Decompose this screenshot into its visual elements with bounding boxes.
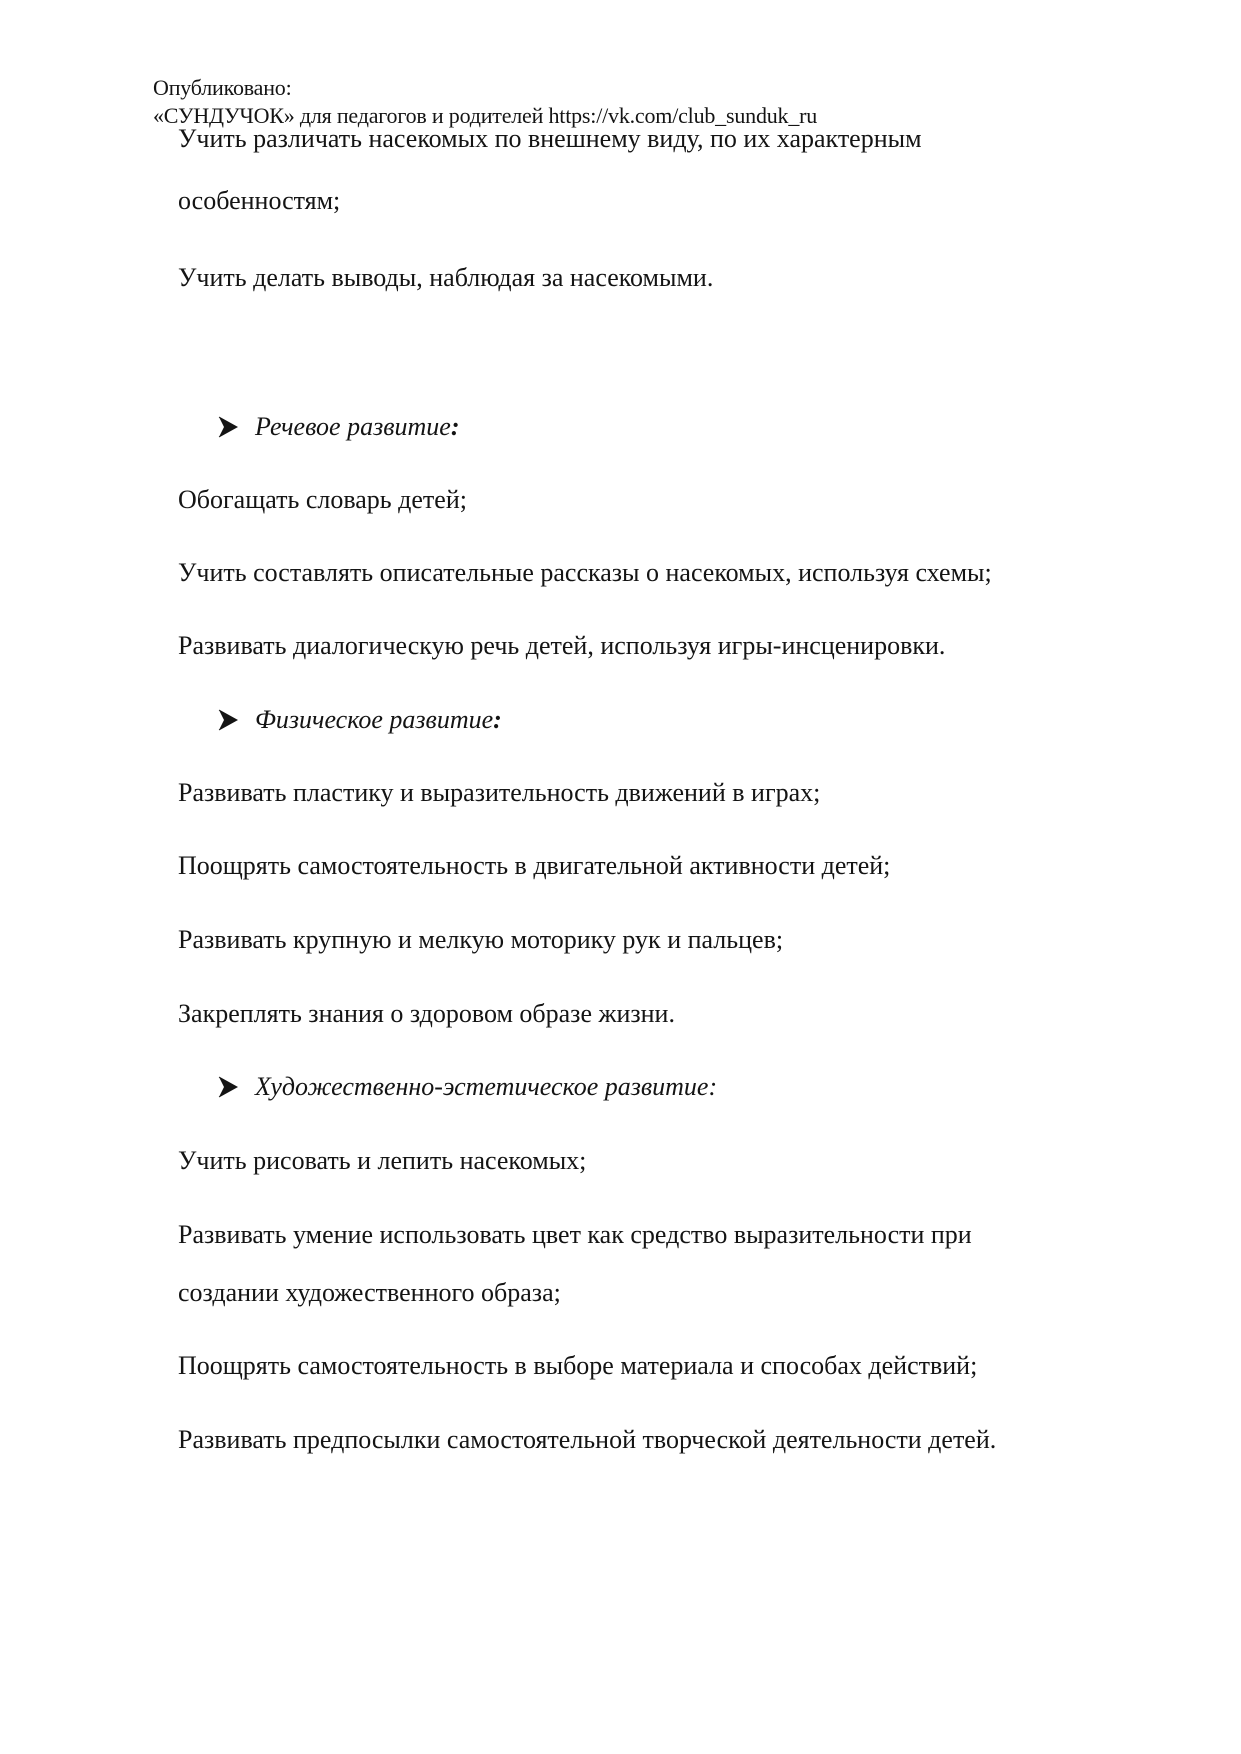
- list-item: создании художественного образа;: [178, 1278, 561, 1307]
- header-source-line: «СУНДУЧОК» для педагогов и родителей https://vk.com/club_sunduk_ru: [153, 103, 818, 128]
- paragraph: Учить различать насекомых по внешнему виду, по их характерным: [178, 124, 922, 153]
- list-item: Учить рисовать и лепить насекомых;: [178, 1146, 587, 1175]
- header-published-label: Опубликовано:: [153, 75, 292, 100]
- section-heading-speech: [218, 411, 459, 443]
- list-item: Развивать пластику и выразительность движений в играх;: [178, 778, 821, 807]
- section-heading-physical: [218, 704, 502, 736]
- list-item: Развивать предпосылки самостоятельной творческой деятельности детей.: [178, 1425, 997, 1454]
- section-heading-colon: :: [450, 412, 460, 441]
- section-heading-text: Художественно-эстетическое развитие:: [255, 1072, 718, 1101]
- list-item: Развивать умение использовать цвет как средство выразительности при: [178, 1220, 972, 1249]
- publication-header: [153, 74, 817, 130]
- section-heading-text: Речевое развитие: [255, 412, 451, 441]
- section-heading-text: Физическое развитие: [255, 705, 494, 734]
- arrow-bullet-icon: [218, 416, 238, 438]
- list-item: Учить составлять описательные рассказы о насекомых, используя схемы;: [178, 558, 992, 587]
- list-item: Поощрять самостоятельность в двигательной активности детей;: [178, 851, 891, 880]
- paragraph: особенностям;: [178, 186, 341, 215]
- section-heading-colon: :: [493, 705, 502, 734]
- section-heading-artistic: [218, 1071, 717, 1103]
- paragraph: Учить делать выводы, наблюдая за насекомыми.: [178, 263, 714, 292]
- list-item: Развивать диалогическую речь детей, используя игры-инсценировки.: [178, 631, 946, 660]
- list-item: Поощрять самостоятельность в выборе материала и способах действий;: [178, 1351, 978, 1380]
- arrow-bullet-icon: [218, 709, 238, 731]
- arrow-bullet-icon: [218, 1076, 238, 1098]
- list-item: Обогащать словарь детей;: [178, 485, 467, 514]
- list-item: Развивать крупную и мелкую моторику рук и пальцев;: [178, 925, 784, 954]
- list-item: Закреплять знания о здоровом образе жизни.: [178, 999, 675, 1028]
